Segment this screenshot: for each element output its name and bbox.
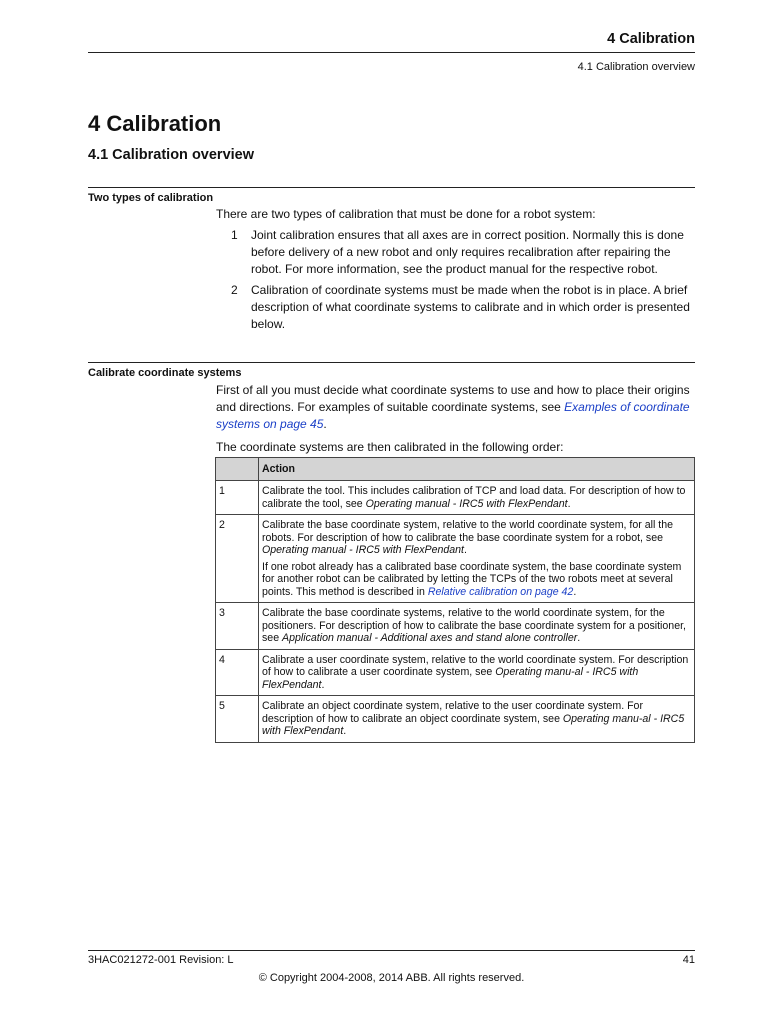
table-row bbox=[216, 481, 695, 515]
list-item-number: 2 bbox=[231, 283, 238, 297]
paragraph-text: First of all you must decide what coordinate systems to use and how to place their origins and directions. For examples of suitable coordinate systems, see bbox=[216, 383, 690, 414]
page-number: 41 bbox=[682, 954, 695, 966]
section-body bbox=[216, 206, 695, 337]
running-header-section: 4.1 Calibration overview bbox=[577, 61, 695, 73]
table-row bbox=[216, 603, 695, 650]
calibration-order-table bbox=[215, 457, 695, 743]
section-coordinate-systems bbox=[88, 362, 695, 452]
document-id: 3HAC021272-001 Revision: L bbox=[88, 954, 234, 966]
manual-reference: Operating manual - IRC5 with FlexPendant bbox=[262, 544, 464, 556]
column-header-number bbox=[216, 458, 259, 481]
copyright-notice: © Copyright 2004-2008, 2014 ABB. All rights reserved. bbox=[258, 972, 525, 984]
header-rule bbox=[88, 52, 695, 53]
row-number: 1 bbox=[216, 481, 259, 515]
section-body bbox=[216, 382, 695, 460]
row-action: Calibrate the tool. This includes calibration of TCP and load data. For description of how to calibrate the tool, see Operating manual - IRC5 with FlexPendant. bbox=[259, 481, 695, 515]
section-title: 4.1 Calibration overview bbox=[88, 147, 255, 163]
row-number: 5 bbox=[216, 696, 259, 743]
section-label: Two types of calibration bbox=[88, 192, 214, 204]
section-label: Calibrate coordinate systems bbox=[88, 367, 242, 379]
intro-text: There are two types of calibration that must be done for a robot system: bbox=[216, 207, 596, 221]
calibration-types-list bbox=[231, 227, 695, 333]
table-header-row bbox=[216, 458, 695, 481]
chapter-title: 4 Calibration bbox=[88, 111, 222, 136]
row-number: 3 bbox=[216, 603, 259, 650]
list-item-text: Calibration of coordinate systems must be made when the robot is in place. A brief description of what coordinate systems to calibrate and in which order is presented below. bbox=[251, 283, 690, 331]
page-footer bbox=[88, 950, 695, 985]
table-row bbox=[216, 696, 695, 743]
running-header bbox=[88, 30, 695, 74]
manual-reference: Application manual - Additional axes and stand alone controller bbox=[282, 632, 578, 644]
list-item bbox=[231, 227, 695, 278]
row-action: Calibrate an object coordinate system, relative to the user coordinate system. For description of how to calibrate an object coordinate system, see Operating manu-al - IRC5 with FlexPendant. bbox=[259, 696, 695, 743]
column-header-action: Action bbox=[259, 458, 695, 481]
paragraph-text: . bbox=[323, 417, 327, 431]
manual-reference: Operating manu-al - IRC5 with FlexPendant bbox=[262, 712, 685, 737]
row-number: 4 bbox=[216, 649, 259, 696]
row-action: Calibrate the base coordinate system, relative to the world coordinate system, for all the robots. For description of how to calibrate the base coordinate system for a robot, see Operating manual - IRC5 with FlexPendant. If one robot already has a calibrated base coordinate system, the base coordinate system for another robot can be calibrated by letting the TCPs of the two robots meet at several points. This method is described in Relative calibration on page 42. bbox=[259, 515, 695, 603]
list-item-text: Joint calibration ensures that all axes are in correct position. Normally this is done before delivery of a new robot and only requires recalibration after repairing the robot. For more information, see the product manual for the respective robot. bbox=[251, 228, 684, 276]
row-action: Calibrate the base coordinate systems, relative to the world coordinate system, for the positioners. For description of how to calibrate the base coordinate system for a positioner, see Application manual - Additional axes and stand alone controller. bbox=[259, 603, 695, 650]
order-paragraph: The coordinate systems are then calibrated in the following order: bbox=[216, 440, 564, 454]
manual-reference: Operating manual - IRC5 with FlexPendant bbox=[365, 497, 568, 510]
table-row bbox=[216, 515, 695, 603]
list-item-number: 1 bbox=[231, 228, 238, 242]
list-item bbox=[231, 282, 695, 333]
table-row bbox=[216, 649, 695, 696]
section-two-types bbox=[88, 187, 695, 357]
examples-link[interactable]: Examples of coordinate systems on page 45 bbox=[216, 400, 690, 431]
row-number: 2 bbox=[216, 515, 259, 603]
manual-reference: Operating manu-al - IRC5 with FlexPendant bbox=[262, 666, 639, 691]
row-action: Calibrate a user coordinate system, relative to the world coordinate system. For description of how to calibrate a user coordinate system, see Operating manu-al - IRC5 with FlexPendant. bbox=[259, 649, 695, 696]
relative-calibration-link[interactable]: Relative calibration on page 42 bbox=[427, 585, 574, 598]
running-header-chapter: 4 Calibration bbox=[607, 31, 695, 47]
intro-paragraph bbox=[216, 382, 695, 433]
